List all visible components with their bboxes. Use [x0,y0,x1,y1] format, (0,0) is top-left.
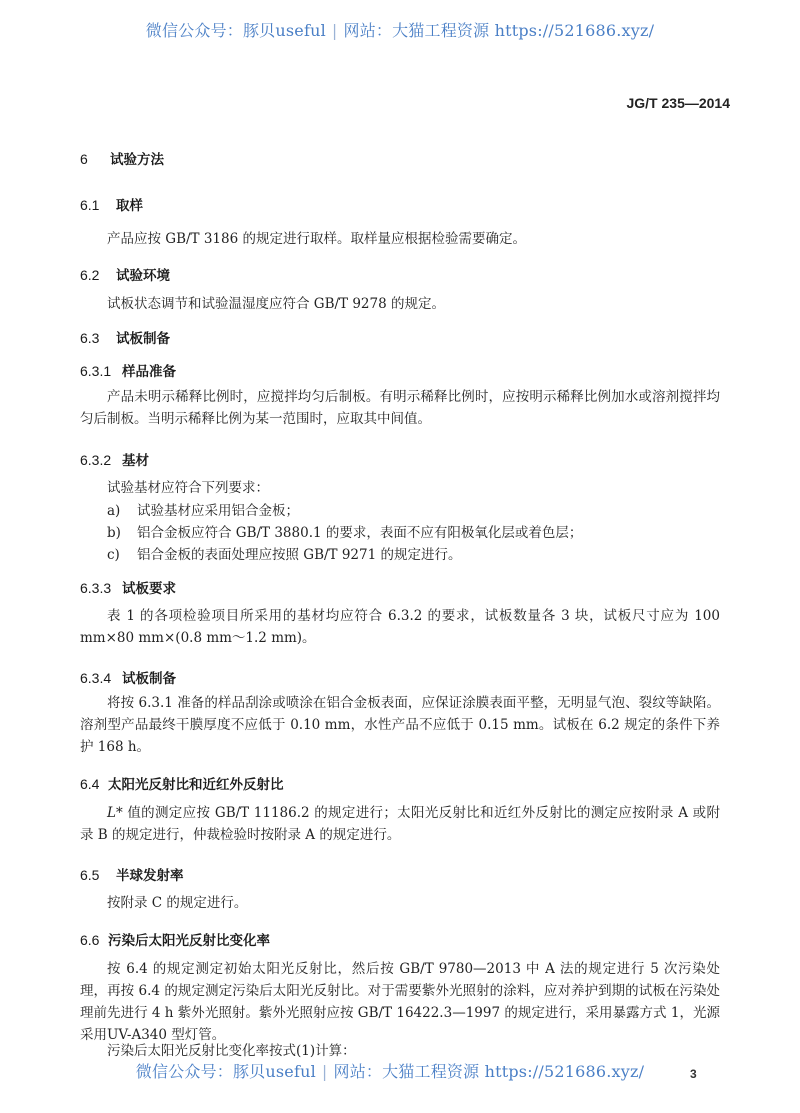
heading-title: 太阳光反射比和近红外反射比 [108,777,284,793]
heading-number: 6.3.3 [80,580,112,596]
heading-6-2 [80,264,170,284]
watermark-separator: | [321,1062,328,1081]
heading-title: 基材 [122,453,149,469]
heading-title: 试板要求 [122,581,176,597]
heading-6-4 [80,773,284,793]
watermark-right-text: 网站：大猫工程资源 https://521686.xyz/ [343,21,655,40]
heading-6-6 [80,929,270,949]
page-number: 3 [690,1067,697,1081]
heading-6-1 [80,194,143,214]
heading-number: 6.3.1 [80,363,112,379]
watermark-separator: | [331,21,338,40]
paragraph-6-3-4: 将按 6.3.1 准备的样品刮涂或喷涂在铝合金板表面，应保证涂膜表面平整，无明显气泡、裂纹等缺陷。溶剂型产品最终干膜厚度不应低于 0.10 mm，水性产品不应低于 0.15 mm。试板在 6.2 规定的条件下养护 168 h。 [80,695,720,755]
l-star-symbol: L* [107,805,123,821]
paragraph-6-6-formula-intro: 污染后太阳光反射比变化率按式(1)计算： [107,1043,356,1059]
list-marker: c) [107,547,120,563]
list-text: 铝合金板的表面处理应按照 GB/T 9271 的规定进行。 [137,547,462,563]
heading-title: 取样 [116,198,143,214]
heading-number: 6.3.4 [80,670,112,686]
watermark-left-text: 微信公众号：豚贝useful [145,21,326,40]
heading-number: 6.5 [80,867,100,883]
list-text: 铝合金板应符合 GB/T 3880.1 的要求，表面不应有阳极氧化层或着色层； [137,525,583,541]
heading-6-5 [80,864,184,884]
list-marker: b) [107,525,121,541]
list-item-b [107,522,582,544]
heading-6-3 [80,327,170,347]
heading-number: 6.4 [80,776,100,792]
heading-6-3-1 [80,360,176,380]
list-marker: a) [107,503,121,519]
heading-number: 6 [80,151,88,167]
heading-number: 6.3 [80,330,100,346]
paragraph-6-3-3: 表 1 的各项检验项目所采用的基材均应符合 6.3.2 的要求，试板数量各 3 块，试板尺寸应为 100 mm×80 mm×(0.8 mm～1.2 mm)。 [80,608,720,646]
heading-title: 试板制备 [116,331,170,347]
heading-number: 6.1 [80,197,100,213]
heading-title: 污染后太阳光反射比变化率 [108,933,270,949]
paragraph-6-1: 产品应按 GB/T 3186 的规定进行取样。取样量应根据检验需要确定。 [107,231,526,247]
heading-6-3-2 [80,449,149,469]
heading-number: 6.3.2 [80,452,112,468]
paragraph-6-3-2-intro: 试验基材应符合下列要求： [107,480,269,496]
paragraph-text: 值的测定应按 GB/T 11186.2 的规定进行；太阳光反射比和近红外反射比的测定应按附录 A 或附录 B 的规定进行，仲裁检验时按附录 A 的规定进行。 [80,805,720,843]
heading-number: 6.2 [80,267,100,283]
watermark-bottom [0,1059,790,1082]
heading-6 [80,148,164,168]
list-text: 试验基材应采用铝合金板； [137,503,299,519]
heading-title: 试验环境 [116,268,170,284]
document-code: JG/T 235—2014 [626,95,730,111]
paragraph-6-3-1: 产品未明示稀释比例时，应搅拌均匀后制板。有明示稀释比例时，应按明示稀释比例加水或溶剂搅拌均匀后制板。当明示稀释比例为某一范围时，应取其中间值。 [80,389,720,427]
heading-6-3-4 [80,667,176,687]
heading-title: 样品准备 [122,364,176,380]
paragraph-6-6: 按 6.4 的规定测定初始太阳光反射比，然后按 GB/T 9780—2013 中 A 法的规定进行 5 次污染处理，再按 6.4 的规定测定污染后太阳光反射比。对于需要紫外光照射的涂料，应对养护到期的试板在污染处理前先进行 4 h 紫外光照射。紫外光照射应按 GB/T 16422.3—1997 的规定进行，采用暴露方式 1，光源采用UV-A340 型灯管。 [80,961,720,1043]
heading-number: 6.6 [80,932,100,948]
list-item-a [107,500,299,522]
watermark-right-text: 网站：大猫工程资源 https://521686.xyz/ [333,1062,645,1081]
watermark-top [0,18,800,41]
heading-6-3-3 [80,577,176,597]
watermark-left-text: 微信公众号：豚贝useful [135,1062,316,1081]
paragraph-6-2: 试板状态调节和试验温湿度应符合 GB/T 9278 的规定。 [107,296,445,312]
paragraph-6-5: 按附录 C 的规定进行。 [107,895,248,911]
heading-title: 试验方法 [110,152,164,168]
paragraph-6-4 [80,802,720,846]
heading-title: 半球发射率 [116,868,184,884]
heading-title: 试板制备 [122,671,176,687]
list-item-c [107,544,462,566]
